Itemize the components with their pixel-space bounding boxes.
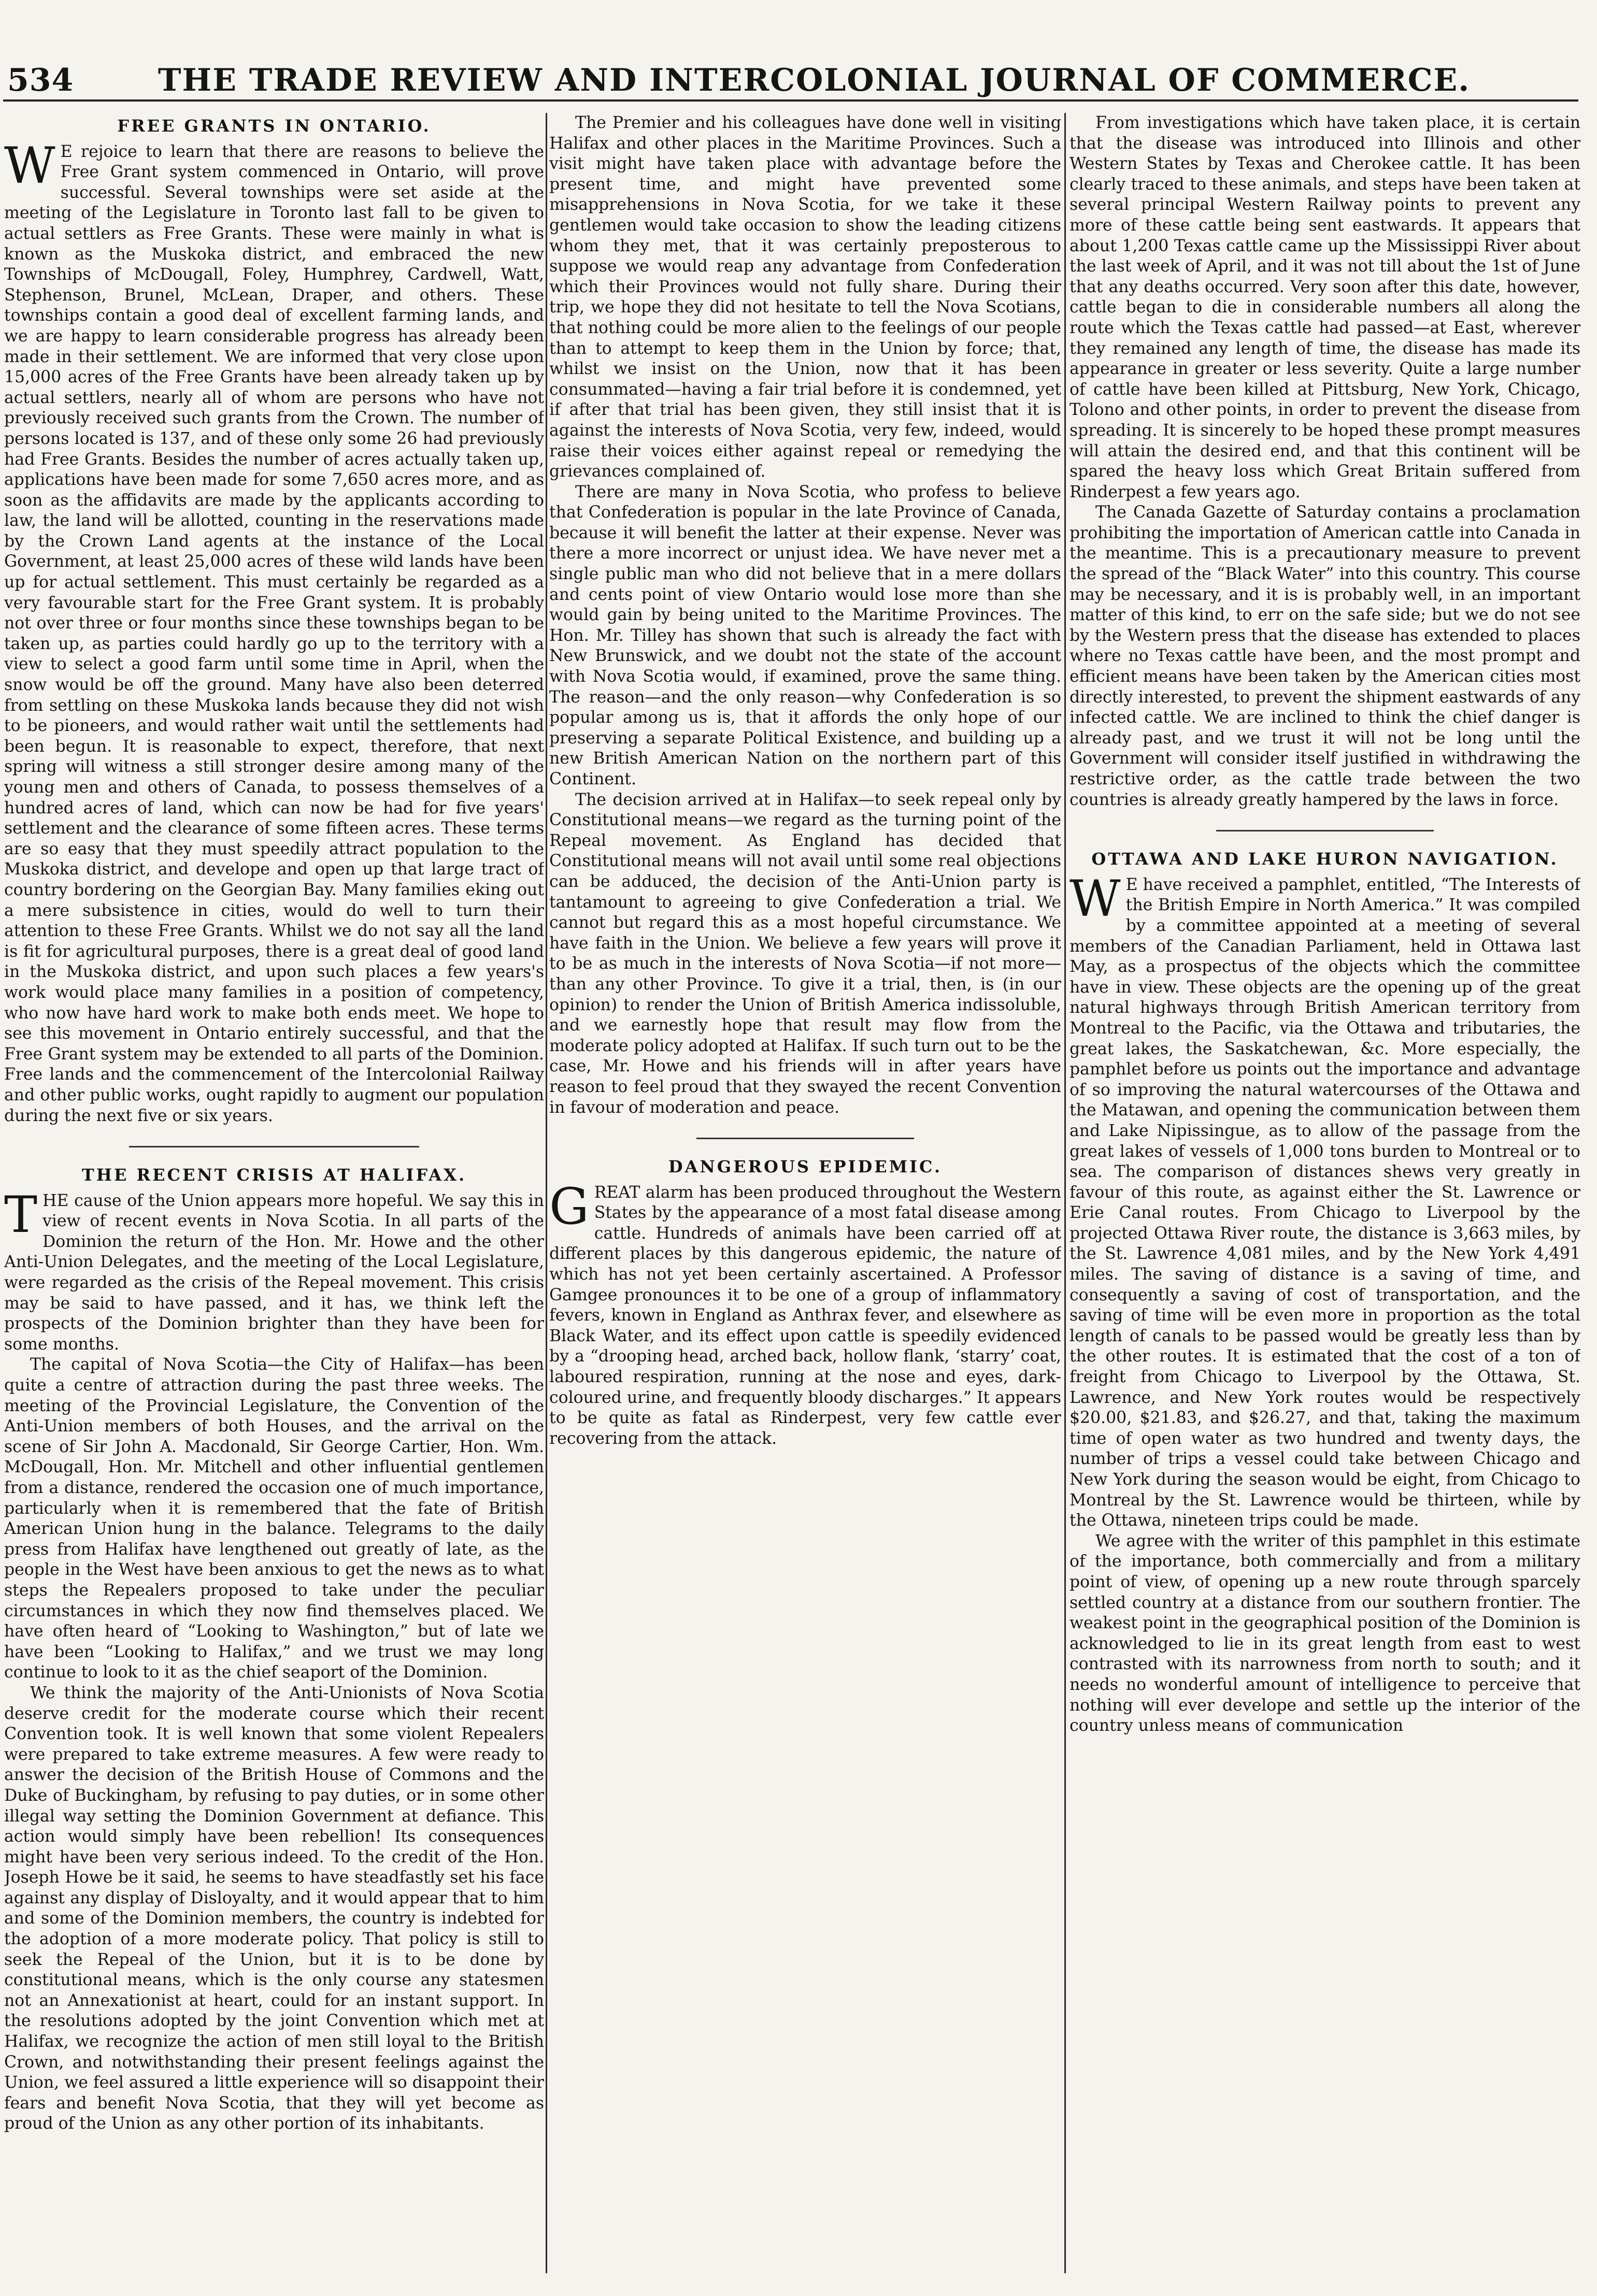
article-paragraph: From investigations which have taken place, it is certain that the disease was introduced into Illinois and other Western States by Texas and Cherokee cattle. It has been clearly traced to these animals, and steps have been taken at several principal Western Railway points to prevent any more of these cattle being sent eastwards. It appears that about 1,200 Texas cattle came up the Mississippi River about the last week of April, and it was not till about the 1st of June that any deaths occurred. Very soon after this date, however, cattle began to die in considerable numbers all along the route which the Texas cattle had passed—at East, wherever they remained any length of time, the disease has made its appearance in greater or less severity. Quite a large number of cattle have been killed at Pittsburg, New York, Chicago, Tolono and other points, in order to prevent the disease from spreading. It is sincerely to be hoped these prompt measures will attain the desired end, and that this continent will be spared the heavy loss which Great Britain suffered from Rinderpest a few years ago.	[1070, 113, 1580, 501]
column-2	[549, 113, 1061, 2268]
journal-title: THE TRADE REVIEW AND INTERCOLONIAL JOURNAL OF COMMERCE.	[158, 62, 1471, 98]
article-title-epidemic: DANGEROUS EPIDEMIC.	[668, 1157, 943, 1177]
article-separator	[129, 1146, 419, 1147]
drop-cap: W	[4, 136, 55, 195]
column-divider	[546, 113, 547, 2273]
paragraph-text: HE cause of the Union appears more hopeful. We say this in view of recent events in Nova Scotia. In all parts of the Dominion the return of the Hon. Mr. Howe and the other Anti-Union Delegates, and the meeting of the Local Legislature, were regarded as the crisis of the Repeal movement. This crisis may be said to have passed, and it has, we think left the prospects of the Dominion brighter than they have been for some months.	[4, 1191, 544, 1354]
header-rule	[3, 99, 1578, 102]
article-separator	[1216, 830, 1434, 831]
article-title-ottawa: OTTAWA AND LAKE HURON NAVIGATION.	[1091, 849, 1559, 869]
article-paragraph: We think the majority of the Anti-Unionists of Nova Scotia deserve credit for the moderate course which their recent Convention took. It is well known that some violent Repealers were prepared to take extreme measures. A few were ready to answer the decision of the British House of Commons and the Duke of Buckingham, by refusing to pay duties, or in some other illegal way setting the Dominion Government at defiance. This action would simply have been rebellion! Its consequences might have been very serious indeed. To the credit of the Hon. Joseph Howe be it said, he seems to have steadfastly set his face against any display of Disloyalty, and it would appear that to him and some of the Dominion members, the country is indebted for the adoption of a more moderate policy. That policy is still to seek the Repeal of the Union, but it is to be done by constitutional means, which is the only course any statesmen not an Annexationist at heart, could for an instant support. In the resolutions adopted by the joint Convention which met at Halifax, we recognize the action of men still loyal to the British Crown, and notwithstanding their present feelings against the Union, we feel assured a little experience will so disappoint their fears and benefit Nova Scotia, that they will yet become as proud of the Union as any other portion of its inhabitants.	[4, 1683, 544, 2133]
article-title-recent-crisis: THE RECENT CRISIS AT HALIFAX.	[81, 1165, 467, 1185]
paragraph-text: E have received a pamphlet, entitled, “The Interests of the British Empire in North America.” It was compiled by a committee appointed at a meeting of several members of the Canadian Parliament, held in Ottawa last May, as a prospectus of the objects which the committee have in view. These objects are the opening up of the great natural highways through British American territory from Montreal to the Pacific, via the Ottawa and tributaries, the great lakes, the Saskatchewan, &c. More especially, the pamphlet before us points out the importance and advantage of so improving the natural watercourses of the Ottawa and the Matawan, and opening the communication between them and Lake Nipissingue, as to allow of the passage from the great lakes of vessels of 1,000 tons burden to Montreal or to sea. The comparison of distances shews very greatly in favour of this route, as against either the St. Lawrence or Erie Canal routes. From Chicago to Liverpool by the projected Ottawa River route, the distance is 3,663 miles, by the St. Lawrence 4,081 miles, and by the New York 4,491 miles. The saving of distance is a saving of time, and consequently a saving of cost of transportation, and the saving of time will be even more in proportion as the total length of canals to be passed would be greatly less than by the other routes. It is estimated that the cost of a ton of freight from Chicago to Liverpool by the Ottawa, St. Lawrence, and New York routes would be respectively $20.00, $21.83, and $26.27, and that, taking the maximum time of open water as two hundred and twenty days, the number of trips a vessel could take between Chicago and New York during the season would be eight, from Chicago to Montreal by the St. Lawrence would be thirteen, while by the Ottawa, nineteen trips could be made.	[1070, 875, 1580, 1530]
drop-cap: G	[549, 1177, 589, 1236]
article-title-free-grants: FREE GRANTS IN ONTARIO.	[117, 116, 431, 136]
paragraph-text: E rejoice to learn that there are reasons to believe the Free Grant system commenced in Ontario, will prove successful. Several townships were set aside at the meeting of the Legislature in Toronto last fall to be given to actual settlers as Free Grants. These were mainly in what is known as the Muskoka district, and embraced the new Townships of McDougall, Foley, Humphrey, Cardwell, Watt, Stephenson, Brunel, McLean, Draper, and others. These townships contain a good deal of excellent farming lands, and we are happy to learn considerable progress has already been made in their settlement. We are informed that very close upon 15,000 acres of the Free Grants have been already taken up by actual settlers, nearly all of whom are persons who have not previously received such grants from the Crown. The number of persons located is 137, and of these only some 26 had previously had Free Grants. Besides the number of acres actually taken up, applications have been made for some 7,650 acres more, and as soon as the affidavits are made by the applicants according to law, the land will be allotted, counting in the reservations made by the Crown Land agents at the instance of the Local Government, at least 25,000 acres of these wild lands have been up for actual settlement. This must certainly be regarded as a very favourable start for the Free Grant system. It is probably not over three or four months since these townships began to be taken up, as parties could hardly go up to the territory with a view to select a good farm until some time in April, when the snow would be off the ground. Many have also been deterred from settling on these Muskoka lands because they did not wish to be pioneers, and would rather wait until the settlements had been begun. It is reasonable to expect, therefore, that next spring will witness a still stronger desire among many of the young men and others of Canada, to possess themselves of a hundred acres of land, which can now be had for five years' settlement and the clearance of some fifteen acres. These terms are so easy that they must speedily attract population to the Muskoka district, and develope and open up that large tract of country bordering on the Georgian Bay. Many families eking out a mere subsistence in cities, would do well to turn their attention to these Free Grants. Whilst we do not say all the land is fit for agricultural purposes, there is a great deal of good land in the Muskoka district, and upon such places a few years's work would place many families in a position of competency, who now have hard work to make both ends meet. We hope to see this movement in Ontario entirely successful, and that the Free Grant system may be extended to all parts of the Dominion. Free lands and the commencement of the Intercolonial Railway and other public works, ought rapidly to augment our population during the next five or six years.	[4, 142, 544, 1125]
article-paragraph: The Canada Gazette of Saturday contains a proclamation prohibiting the importation of American cattle into Canada in the meantime. This is a precautionary measure to prevent the spread of the “Black Water” into this country. This course may be necessary, and it is is probably well, in an important matter of this kind, to err on the safe side; but we do not see by the Western press that the disease has extended to places where no Texas cattle have been, and the most prompt and efficient means have been taken by the American cities most directly interested, to prevent the shipment eastwards of any infected cattle. We are inclined to think the chief danger is already past, and we trust it will not be long until the Government will consider itself justified in withdrawing the restrictive order, as the cattle trade between the two countries is already greatly hampered by the laws in force.	[1070, 503, 1580, 809]
article-paragraph	[1070, 869, 1580, 1531]
drop-cap: W	[1070, 869, 1121, 928]
running-head	[0, 50, 1597, 107]
column-divider	[1064, 113, 1066, 2273]
article-paragraph	[4, 1185, 544, 1355]
drop-cap: T	[4, 1185, 38, 1244]
article-paragraph: We agree with the writer of this pamphlet in this estimate of the importance, both commercially and from a military point of view, of opening up a new route through sparcely settled country at a distance from our southern frontier. The weakest point in the geographical position of the Dominion is acknowledged to lie in its great length from east to west contrasted with its narrowness from north to south; and it needs no wonderful amount of intelligence to perceive that nothing will ever develope and settle up the interior of the country unless means of communication	[1070, 1531, 1580, 1735]
article-separator	[696, 1138, 914, 1139]
paragraph-text: REAT alarm has been produced throughout the Western States by the appearance of a most fatal disease among cattle. Hundreds of animals have been carried off at different places by this dangerous epidemic, the nature of which has not yet been certainly ascertained. A Professor Gamgee pronounces it to be one of a group of inflammatory fevers, known in England as Anthrax fever, and elsewhere as Black Water, and its effect upon cattle is speedily evidenced by a “drooping head, arched back, hollow flank, ‘starry’ coat, laboured respiration, running at the nose and eyes, dark-coloured urine, and frequently bloody discharges.” It appears to be quite as fatal as Rinderpest, very few cattle ever recovering from the attack.	[549, 1183, 1061, 1448]
article-paragraph	[4, 136, 544, 1127]
page-number: 534	[7, 62, 74, 98]
article-paragraph: The decision arrived at in Halifax—to seek repeal only by Constitutional means—we regard as the turning point of the Repeal movement. As England has decided that Constitutional means will not avail until some real objections can be adduced, the decision of the Anti-Union party is tantamount to agreeing to give Confederation a trial. We cannot but regard this as a most hopeful circumstance. We have faith in the Union. We believe a few years will prove it to be as much in the interests of Nova Scotia—if not more—than any other Province. To give it a trial, then, is (in our opinion) to render the Union of British America indissoluble, and we earnestly hope that result may flow from the moderate policy adopted at Halifax. If such turn out to be the case, Mr. Howe and his friends will in after years have reason to feel proud that they swayed the recent Convention in favour of moderation and peace.	[549, 790, 1061, 1117]
column-3	[1070, 113, 1580, 2268]
article-paragraph: The Premier and his colleagues have done well in visiting Halifax and other places in the Maritime Provinces. Such a visit might have taken place with advantage before the present time, and might have prevented some misapprehensions in Nova Scotia, for we take it these gentlemen would take occasion to show the leading citizens whom they met, that it was certainly preposterous to suppose we would reap any advantage from Confederation which their Provinces would not fully share. During their trip, we hope they did not hesitate to tell the Nova Scotians, that nothing could be more alien to the feelings of our people than to attempt to keep them in the Union by force; that, whilst we insist on the Union, now that it has been consummated—having a fair trial before it is condemned, yet if after that trial has been given, they still insist that it is against the interests of Nova Scotia, very few, indeed, would raise their voices either against repeal or remedying the grievances complained of.	[549, 113, 1061, 481]
article-paragraph	[549, 1177, 1061, 1450]
article-paragraph: There are many in Nova Scotia, who profess to believe that Confederation is popular in the late Province of Canada, because it will benefit the latter at their expense. Never was there a more incorrect or unjust idea. We have never met a single public man who did not believe that in a mere dollars and cents point of view Ontario would lose more than she would gain by being united to the Maritime Provinces. The Hon. Mr. Tilley has shown that such is already the fact with New Brunswick, and we doubt not the state of the account with Nova Scotia would, if examined, prove the same thing. The reason—and the only reason—why Confederation is so popular among us is, that it affords the only hope of our preserving a separate Political Existence, and building up a new British American Nation on the northern part of this Continent.	[549, 482, 1061, 788]
column-1	[4, 113, 544, 2268]
article-paragraph: The capital of Nova Scotia—the City of Halifax—has been quite a centre of attraction during the past three weeks. The meeting of the Provincial Legislature, the Convention of the Anti-Union members of both Houses, and the arrival on the scene of Sir John A. Macdonald, Sir George Cartier, Hon. Wm. McDougall, Hon. Mr. Mitchell and other influential gentlemen from a distance, rendered the occasion one of much importance, particularly when it is remembered that the fate of British American Union hung in the balance. Telegrams to the daily press from Halifax have lengthened out greatly of late, as the people in the West have been anxious to get the news as to what steps the Repealers proposed to take under the peculiar circumstances in which they now find themselves placed. We have often heard of “Looking to Washington,” but of late we have been “Looking to Halifax,” and we trust we may long continue to look to it as the chief seaport of the Dominion.	[4, 1355, 544, 1682]
